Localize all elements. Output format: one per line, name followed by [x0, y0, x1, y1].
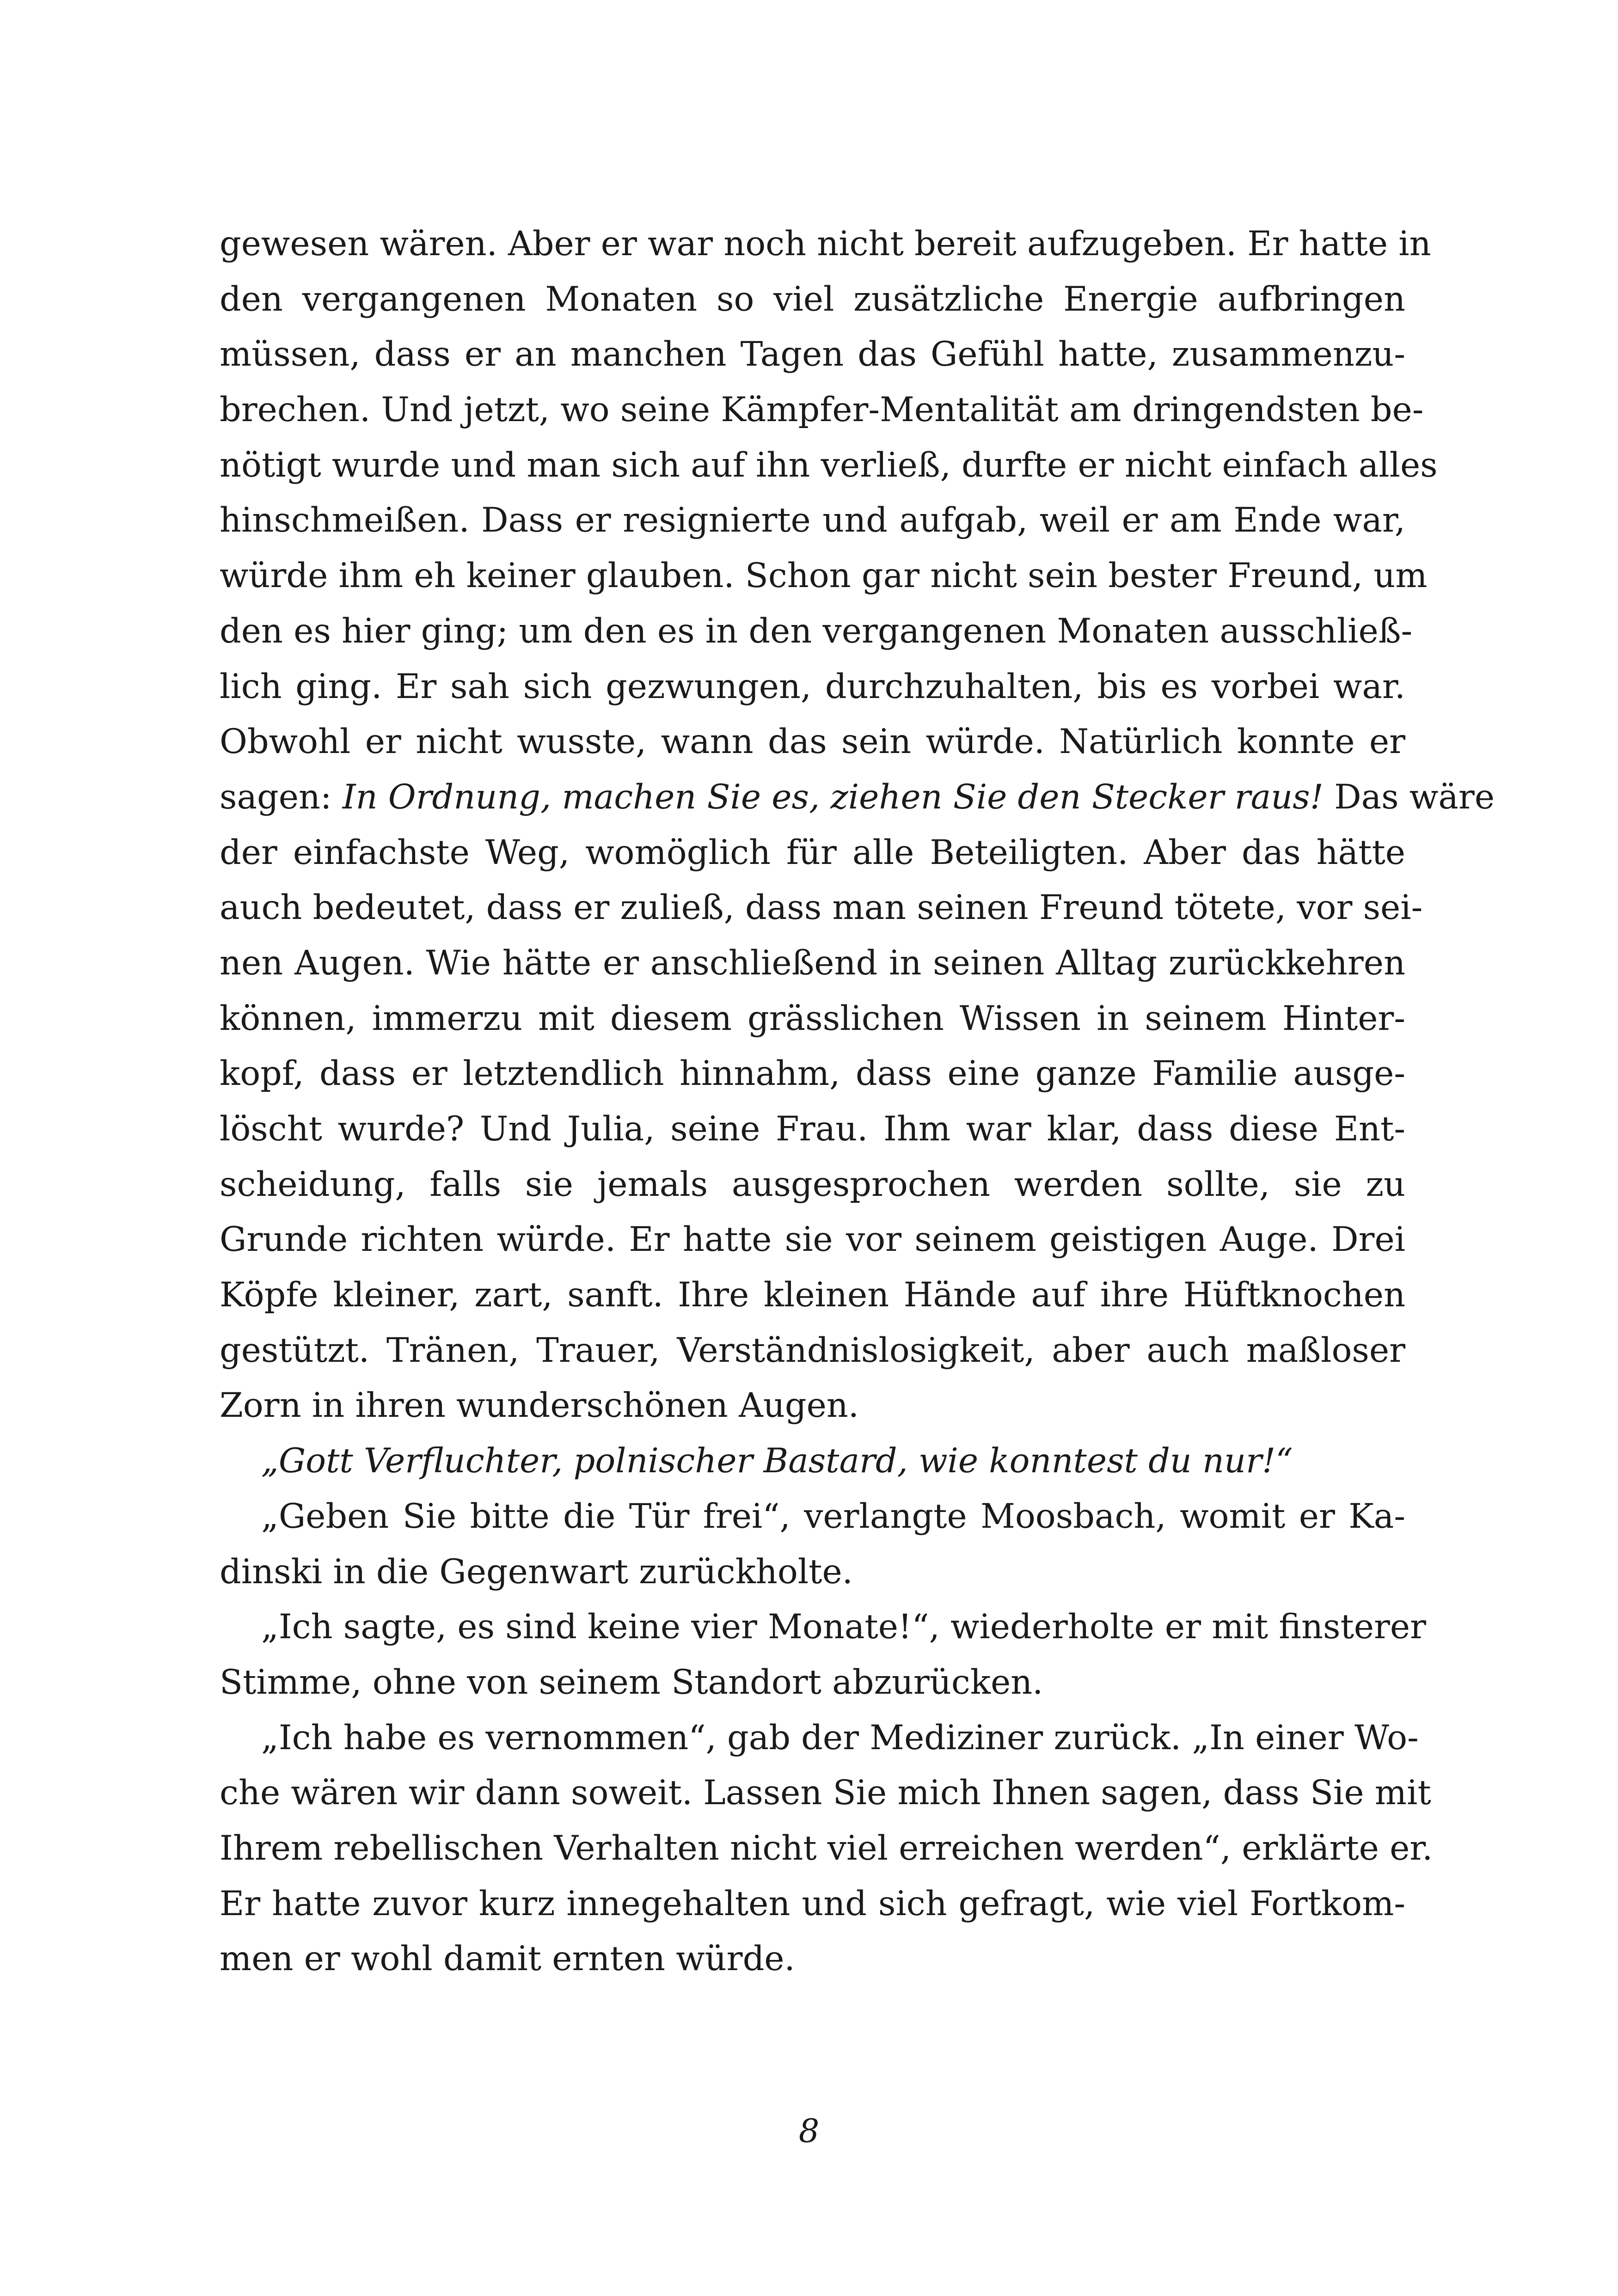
text-segment: Köpfe kleiner, zart, sanft. Ihre kleinen Hände auf ihre Hüftknochen: [220, 1275, 1405, 1315]
text-line: [220, 438, 1438, 493]
text-line: [220, 1876, 1405, 1932]
text-segment: „Geben Sie bitte die Tür frei“, verlangte Moosbach, womit er Ka-: [261, 1496, 1405, 1536]
italic-text-segment: „Gott Verfluchter, polnischer Bastard, wie konntest du nur!“: [261, 1441, 1293, 1481]
italic-text-segment: In Ordnung, machen Sie es, ziehen Sie den Stecker raus!: [342, 777, 1324, 817]
text-segment: brechen. Und jetzt, wo seine Kämpfer-Mentalität am dringendsten be-: [220, 390, 1424, 430]
text-segment: hinschmeißen. Dass er resignierte und aufgab, weil er am Ende war,: [220, 501, 1405, 540]
text-segment: nötigt wurde und man sich auf ihn verließ, durfte er nicht einfach alles: [220, 445, 1438, 485]
text-line: [220, 1212, 1405, 1267]
text-segment: der einfachste Weg, womöglich für alle Beteiligten. Aber das hätte: [220, 833, 1405, 872]
text-line: [220, 1489, 1405, 1544]
text-line: [220, 1710, 1419, 1766]
text-line: [220, 1433, 1405, 1489]
text-segment: können, immerzu mit diesem grässlichen Wissen in seinem Hinter-: [220, 998, 1405, 1038]
text-line: [220, 991, 1405, 1047]
text-line: [220, 770, 1495, 825]
text-line: [220, 1157, 1405, 1212]
page-number: 8: [798, 2112, 820, 2150]
text-segment: lich ging. Er sah sich gezwungen, durchzuhalten, bis es vorbei war.: [220, 667, 1405, 706]
text-line: [220, 714, 1405, 770]
text-line: [220, 1599, 1426, 1655]
text-line: [220, 604, 1413, 659]
text-line: [220, 1323, 1405, 1378]
text-line: [220, 1267, 1405, 1323]
text-segment: sagen:: [220, 777, 343, 817]
text-segment: würde ihm eh keiner glauben. Schon gar nicht sein bester Freund, um: [220, 556, 1428, 596]
text-segment: men er wohl damit ernten würde.: [220, 1939, 795, 1979]
text-segment: scheidung, falls sie jemals ausgesprochen werden sollte, sie zu: [220, 1164, 1405, 1204]
text-segment: den es hier ging; um den es in den vergangenen Monaten ausschließ-: [220, 611, 1413, 651]
text-line: [220, 1544, 1405, 1600]
text-line: [220, 1102, 1405, 1157]
text-segment: Obwohl er nicht wusste, wann das sein würde. Natürlich konnte er: [220, 722, 1405, 762]
text-line: [220, 327, 1405, 382]
text-segment: „Ich habe es vernommen“, gab der Mediziner zurück. „In einer Wo-: [261, 1718, 1419, 1757]
text-segment: Stimme, ohne von seinem Standort abzurücken.: [220, 1662, 1043, 1702]
text-line: [220, 1655, 1405, 1710]
text-segment: dinski in die Gegenwart zurückholte.: [220, 1552, 853, 1592]
text-segment: Zorn in ihren wunderschönen Augen.: [220, 1386, 859, 1426]
text-line: [220, 1931, 1405, 1987]
text-segment: che wären wir dann soweit. Lassen Sie mich Ihnen sagen, dass Sie mit: [220, 1773, 1431, 1813]
text-segment: gewesen wären. Aber er war noch nicht bereit aufzugeben. Er hatte in: [220, 224, 1431, 263]
text-segment: Er hatte zuvor kurz innegehalten und sich gefragt, wie viel Fortkom-: [220, 1884, 1405, 1923]
text-segment: gestützt. Tränen, Trauer, Verständnislosigkeit, aber auch maßloser: [220, 1330, 1405, 1370]
text-line: [220, 548, 1428, 604]
body-text: [220, 216, 1495, 1987]
text-line: [220, 936, 1405, 991]
text-segment: Ihrem rebellischen Verhalten nicht viel erreichen werden“, erklärte er.: [220, 1828, 1433, 1868]
text-line: [220, 1046, 1405, 1102]
text-line: [220, 880, 1423, 936]
text-segment: den vergangenen Monaten so viel zusätzliche Energie aufbringen: [220, 279, 1405, 319]
text-segment: nen Augen. Wie hätte er anschließend in seinen Alltag zurückkehren: [220, 943, 1405, 983]
text-line: [220, 1821, 1433, 1876]
text-line: [220, 1765, 1431, 1821]
text-segment: Grunde richten würde. Er hatte sie vor seinem geistigen Auge. Drei: [220, 1220, 1405, 1260]
text-line: [220, 272, 1405, 327]
text-line: [220, 659, 1405, 715]
text-segment: löscht wurde? Und Julia, seine Frau. Ihm war klar, dass diese Ent-: [220, 1109, 1405, 1149]
text-line: [220, 216, 1431, 272]
text-line: [220, 493, 1405, 548]
text-segment: „Ich sagte, es sind keine vier Monate!“, wiederholte er mit finsterer: [261, 1607, 1426, 1647]
text-line: [220, 382, 1424, 438]
text-line: [220, 1378, 1405, 1433]
text-segment: auch bedeutet, dass er zuließ, dass man seinen Freund tötete, vor sei-: [220, 888, 1423, 928]
text-segment: kopf, dass er letztendlich hinnahm, dass eine ganze Familie ausge-: [220, 1054, 1405, 1094]
text-segment: müssen, dass er an manchen Tagen das Gefühl hatte, zusammenzu-: [220, 335, 1405, 374]
text-line: [220, 825, 1405, 881]
text-segment: Das wäre: [1323, 777, 1495, 817]
